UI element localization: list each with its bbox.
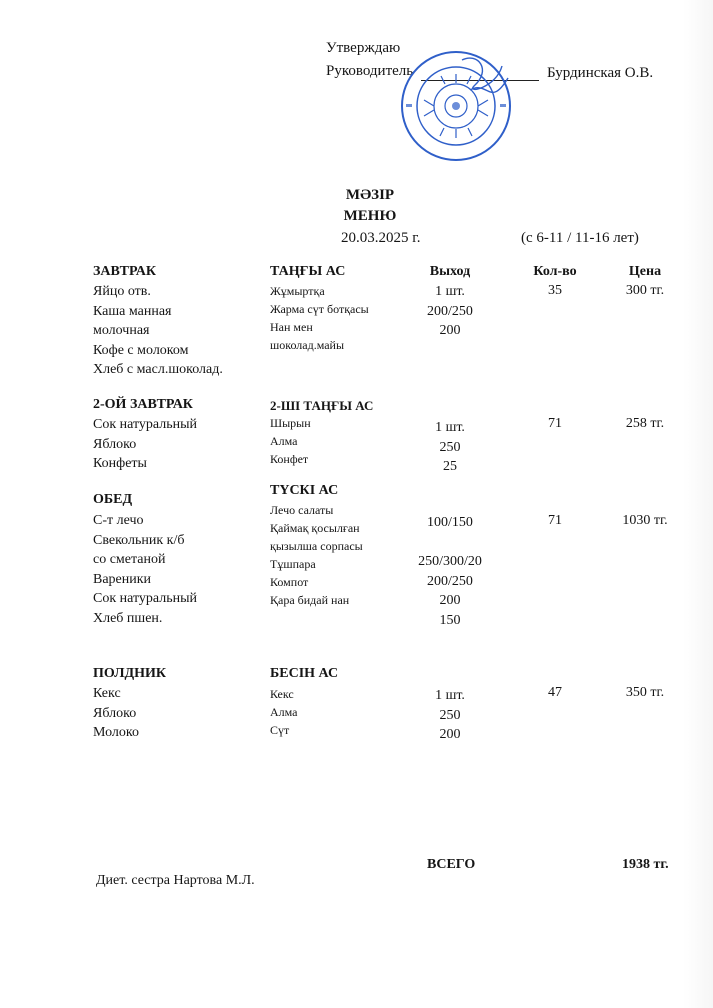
menu-date: 20.03.2025 г. [341,230,421,246]
output-value: 250/300/20 [418,554,482,569]
menu-item: шоколад.майы [270,338,345,352]
menu-item: Жарма сүт ботқасы [270,302,369,316]
menu-item: Тұшпара [270,557,316,571]
menu-item: Лечо салаты [270,503,334,517]
meal-kz-title-1: 2-ШІ ТАҢҒЫ АС [270,398,374,413]
meal-kz-title-3: БЕСІН АС [270,666,339,681]
meal-qty-1: 71 [548,416,562,431]
scan-shadow [683,0,713,1008]
age-groups: (с 6-11 / 11-16 лет) [521,230,639,246]
menu-item: Кекс [270,687,294,701]
meal-price-0: 300 тг. [625,283,665,298]
menu-item: Кофе с молоком [93,342,189,358]
meal-ru-title-2: ОБЕД [93,492,133,507]
output-value: 1 шт. [435,284,465,299]
menu-item: Қара бидай нан [270,593,350,607]
total-value: 1938 тг. [622,857,669,872]
output-value [405,533,495,553]
meal-kz-items-1 [270,414,311,468]
menu-item: Яблоко [93,436,137,452]
column-output-header: Выход [429,264,471,279]
meal-ru-title-1: 2-ОЙ ЗАВТРАК [93,397,193,412]
menu-item: Кекс [93,686,121,701]
menu-item: Яблоко [93,705,137,721]
total-label: ВСЕГО [427,857,476,872]
menu-item: Конфеты [93,456,147,471]
title-ru: МЕНЮ [343,208,397,224]
meal-ru-items-1 [93,415,197,474]
meal-outputs-0 [405,282,495,341]
title-kz: МӘЗІР [345,187,395,203]
meal-outputs-2 [405,513,495,630]
menu-item: Молоко [93,725,139,740]
menu-item: Хлеб с масл.шоколад. [93,362,223,377]
menu-item: Қаймақ қосылған [270,521,360,535]
output-value: 25 [443,459,457,474]
director-label: Руководитель [326,63,414,79]
output-value: 200 [439,727,461,742]
meal-qty-3: 47 [548,685,562,700]
output-value: 150 [439,612,461,628]
menu-item: Свекольник к/б [93,532,185,548]
meal-kz-items-2 [270,501,363,609]
menu-item: Каша манная [93,303,172,319]
meal-kz-items-0 [270,282,369,354]
column-price-header: Цена [628,264,662,279]
meal-price-1: 258 тг. [625,416,665,431]
column-qty-header: Кол-во [533,264,577,279]
menu-item: со сметаной [93,552,166,567]
menu-item: Сүт [270,723,290,737]
output-value: 1 шт. [435,420,465,435]
menu-item: Конфет [270,452,309,466]
meal-ru-items-2 [93,511,197,628]
menu-item: Хлеб пшен. [93,610,163,626]
meal-ru-title-0: ЗАВТРАК [93,264,157,279]
output-value: 250 [439,707,461,723]
menu-item: Нан мен [270,320,313,334]
output-value: 200 [439,323,461,338]
menu-item: Сок натуральный [93,417,198,432]
dietitian-signature: Диет. сестра Нартова М.Л. [96,873,255,888]
menu-item: Яйцо отв. [93,284,151,299]
menu-item: Алма [270,705,298,719]
meal-ru-title-3: ПОЛДНИК [93,666,167,681]
menu-item: Жұмыртқа [270,284,325,298]
meal-kz-title-0: ТАҢҒЫ АС [270,264,346,279]
meal-ru-items-3 [93,684,139,743]
menu-item: Компот [270,575,309,589]
menu-item: қызылша сорпасы [270,539,363,553]
meal-kz-title-2: ТҮСКІ АС [270,483,339,498]
output-value: 100/150 [427,515,473,530]
approve-label: Утверждаю [326,40,401,56]
output-value: 200/250 [427,573,473,589]
menu-item: Сок натуральный [93,591,198,606]
menu-item: Вареники [93,571,152,587]
director-name: Бурдинская О.В. [547,65,654,81]
meal-price-3: 350 тг. [625,685,665,700]
meal-outputs-3 [405,686,495,745]
output-value: 200 [439,593,461,608]
meal-qty-2: 71 [548,513,562,528]
output-value: 1 шт. [435,688,465,703]
menu-item: Шырын [270,416,311,430]
meal-ru-items-0 [93,282,223,380]
menu-item: С-т лечо [93,513,144,528]
output-value: 200/250 [427,303,473,319]
menu-item: молочная [93,323,150,338]
official-stamp [400,50,512,162]
output-value: 250 [439,439,461,455]
meal-qty-0: 35 [548,283,562,298]
meal-outputs-1 [405,418,495,477]
meal-price-2: 1030 тг. [622,513,668,528]
menu-item: Алма [270,434,298,448]
meal-kz-items-3 [270,685,298,739]
